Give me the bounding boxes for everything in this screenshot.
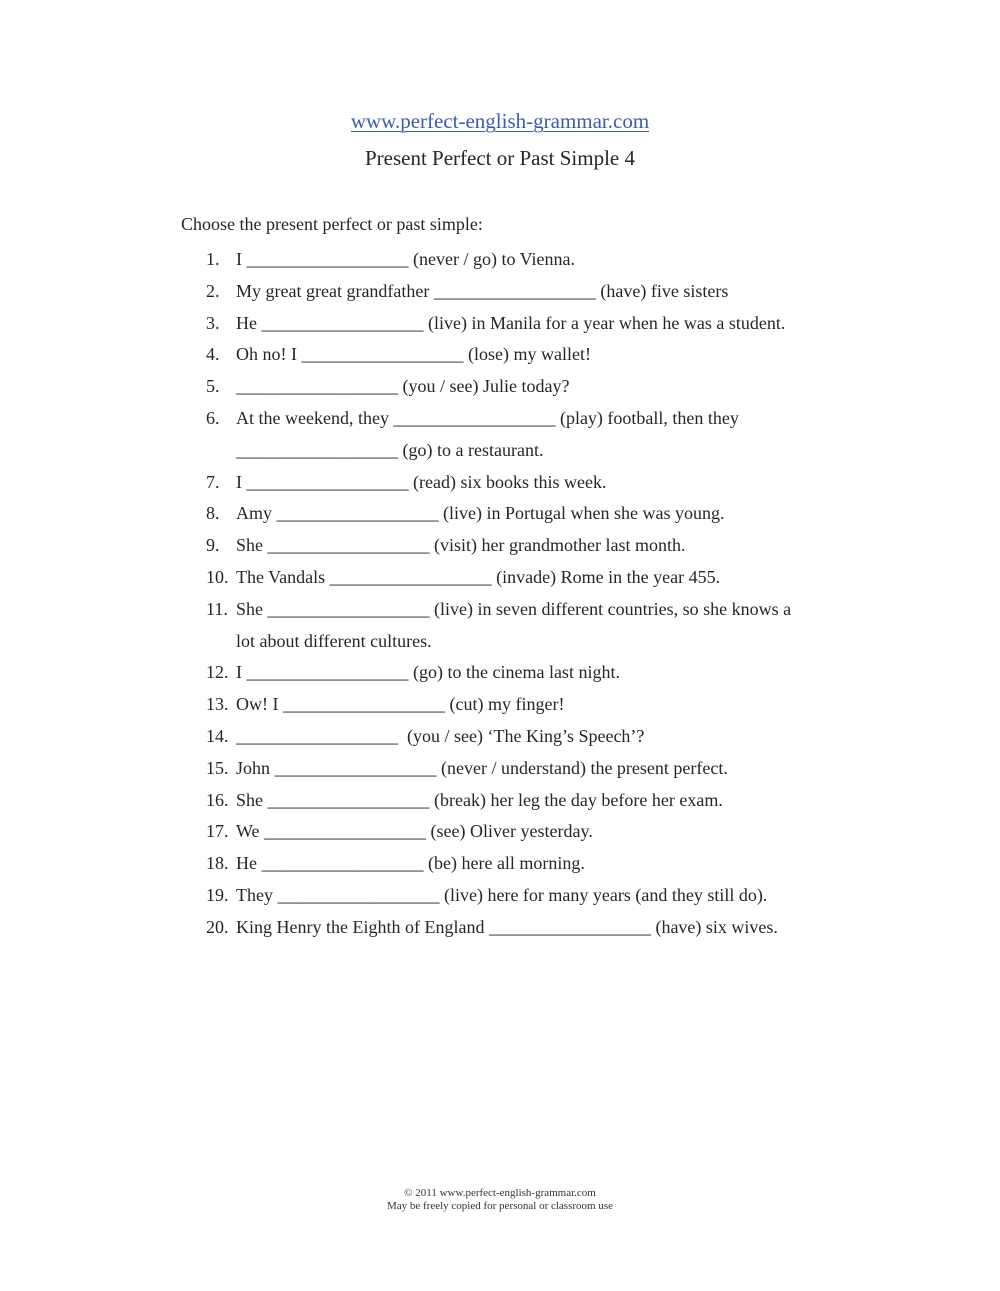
exercise-item xyxy=(0,276,1000,308)
footer xyxy=(0,1187,1000,1213)
exercise-item xyxy=(0,689,1000,721)
exercise-number: 15. xyxy=(206,757,229,778)
exercise-item xyxy=(0,721,1000,753)
exercise-number: 13. xyxy=(206,694,229,715)
exercise-item xyxy=(0,498,1000,530)
exercise-number: 18. xyxy=(206,853,229,874)
exercise-number: 8. xyxy=(206,503,220,524)
exercise-text: At the weekend, they __________________ (play) football, then they xyxy=(236,407,739,428)
exercise-number: 11. xyxy=(206,598,228,619)
exercise-text: King Henry the Eighth of England __________________ (have) six wives. xyxy=(236,916,778,937)
exercise-text: Oh no! I __________________ (lose) my wallet! xyxy=(236,344,591,365)
exercise-number: 6. xyxy=(206,407,220,428)
exercise-item xyxy=(0,530,1000,562)
exercise-text: She __________________ (break) her leg the day before her exam. xyxy=(236,789,723,810)
exercise-number: 5. xyxy=(206,376,220,397)
exercise-text: She __________________ (visit) her grandmother last month. xyxy=(236,535,686,556)
exercise-text: __________________ (go) to a restaurant. xyxy=(236,439,544,460)
exercise-item xyxy=(0,371,1000,403)
exercise-number: 7. xyxy=(206,471,220,492)
exercise-item xyxy=(0,308,1000,340)
exercise-number: 3. xyxy=(206,312,220,333)
exercise-text: We __________________ (see) Oliver yesterday. xyxy=(236,821,593,842)
instructions: Choose the present perfect or past simple: xyxy=(181,214,483,234)
exercise-number: 10. xyxy=(206,566,229,587)
exercise-item xyxy=(0,594,1000,626)
exercise-item xyxy=(0,880,1000,912)
footer-license: May be freely copied for personal or classroom use xyxy=(386,1200,614,1212)
exercise-item xyxy=(0,562,1000,594)
exercise-item xyxy=(0,339,1000,371)
exercise-number: 9. xyxy=(206,535,220,556)
exercise-number: 17. xyxy=(206,821,229,842)
exercise-item xyxy=(0,753,1000,785)
exercise-text: __________________ (you / see) ‘The King’s Speech’? xyxy=(236,725,645,746)
exercise-list xyxy=(0,244,1000,944)
exercise-item xyxy=(0,785,1000,817)
exercise-item xyxy=(0,657,1000,689)
exercise-number: 12. xyxy=(206,662,229,683)
exercise-number: 16. xyxy=(206,789,229,810)
exercise-text: He __________________ (live) in Manila for a year when he was a student. xyxy=(236,312,786,333)
exercise-text: Amy __________________ (live) in Portugal when she was young. xyxy=(236,503,725,524)
exercise-text: I __________________ (never / go) to Vienna. xyxy=(236,249,576,269)
exercise-number: 1. xyxy=(206,249,220,269)
exercise-text: lot about different cultures. xyxy=(236,630,432,651)
exercise-item xyxy=(0,816,1000,848)
exercise-number: 4. xyxy=(206,344,220,365)
exercise-text: She __________________ (live) in seven different countries, so she knows a xyxy=(236,598,792,619)
exercise-text: He __________________ (be) here all morning. xyxy=(236,853,585,874)
exercise-item xyxy=(0,912,1000,944)
exercise-item-continuation xyxy=(0,626,1000,658)
exercise-text: I __________________ (read) six books this week. xyxy=(236,471,607,492)
site-link[interactable]: www.perfect-english-grammar.com xyxy=(350,109,650,133)
exercise-number: 14. xyxy=(206,725,229,746)
exercise-text: They __________________ (live) here for many years (and they still do). xyxy=(236,884,768,905)
exercise-text: Ow! I __________________ (cut) my finger! xyxy=(236,694,565,715)
exercise-number: 20. xyxy=(206,916,229,937)
footer-copyright: © 2011 www.perfect-english-grammar.com xyxy=(404,1187,596,1199)
exercise-item xyxy=(0,403,1000,435)
exercise-text: John __________________ (never / understand) the present perfect. xyxy=(236,757,728,778)
exercise-item xyxy=(0,467,1000,499)
exercise-text: I __________________ (go) to the cinema last night. xyxy=(236,662,620,683)
page-title: Present Perfect or Past Simple 4 xyxy=(364,146,636,170)
exercise-text: __________________ (you / see) Julie today? xyxy=(236,376,570,397)
exercise-item xyxy=(0,244,1000,276)
exercise-number: 2. xyxy=(206,280,220,301)
exercise-item xyxy=(0,848,1000,880)
exercise-number: 19. xyxy=(206,884,229,905)
exercise-item-continuation xyxy=(0,435,1000,467)
exercise-text: My great great grandfather __________________ (have) five sisters xyxy=(236,280,729,301)
exercise-text: The Vandals __________________ (invade) Rome in the year 455. xyxy=(236,566,721,587)
